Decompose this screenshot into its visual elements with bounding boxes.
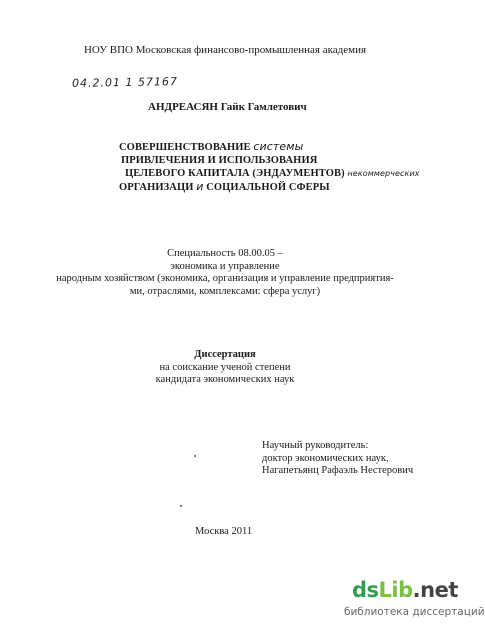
title-line-4-text: ОРГАНИЗАЦИ xyxy=(119,182,194,193)
title-line-4-suffix: СОЦИАЛЬНОЙ СФЕРЫ xyxy=(206,182,330,193)
specialty-block xyxy=(0,248,450,298)
specialty-line: экономика и управление xyxy=(170,260,280,272)
handwritten-insert-i: и xyxy=(196,180,204,193)
specialty-line: Специальность 08.00.05 – xyxy=(167,248,283,259)
watermark-logo xyxy=(352,578,458,602)
logo-ds: ds xyxy=(352,578,379,602)
supervisor-degree: доктор экономических наук, xyxy=(262,452,389,464)
institution-name: НОУ ВПО Московская финансово-промышленная академия xyxy=(83,44,367,56)
supervisor-block xyxy=(262,440,413,478)
watermark-subtitle: библиотека диссертаций xyxy=(344,606,485,618)
dissertation-heading: Диссертация xyxy=(194,349,256,360)
degree-line: кандидата экономических наук xyxy=(155,374,295,385)
scan-speck xyxy=(194,455,196,457)
title-line-4 xyxy=(119,180,330,194)
title-line-1 xyxy=(119,140,303,154)
logo-net: .net xyxy=(412,578,458,602)
title-line-3-text: ЦЕЛЕВОГО КАПИТАЛА (ЭНДАУМЕНТОВ) xyxy=(125,168,345,179)
serial-number: 04.2.01 1 57167 xyxy=(71,75,179,90)
specialty-line: народным хозяйством (экономика, организация и управление предприятия- xyxy=(56,273,394,284)
title-line-1-text: СОВЕРШЕНСТВОВАНИЕ xyxy=(119,142,251,153)
degree-line: на соискание ученой степени xyxy=(159,361,291,373)
handwritten-insert-noncommercial: некоммерческих xyxy=(347,169,420,178)
specialty-line: ми, отраслями, комплексами: сфера услуг) xyxy=(129,285,321,297)
handwritten-insert-system: системы xyxy=(253,140,304,153)
dissertation-block xyxy=(0,349,450,387)
supervisor-name: Нагапетьянц Рафаэль Нестерович xyxy=(262,465,414,476)
logo-lib: Lib xyxy=(378,578,413,602)
city-year: Москва 2011 xyxy=(195,526,253,537)
title-line-3 xyxy=(125,167,420,180)
author-name: АНДРЕАСЯН Гайк Гамлетович xyxy=(148,101,307,113)
title-line-2: ПРИВЛЕЧЕНИЯ И ИСПОЛЬЗОВАНИЯ xyxy=(121,155,318,166)
supervisor-label: Научный руководитель: xyxy=(262,440,369,451)
scan-speck xyxy=(180,505,182,507)
